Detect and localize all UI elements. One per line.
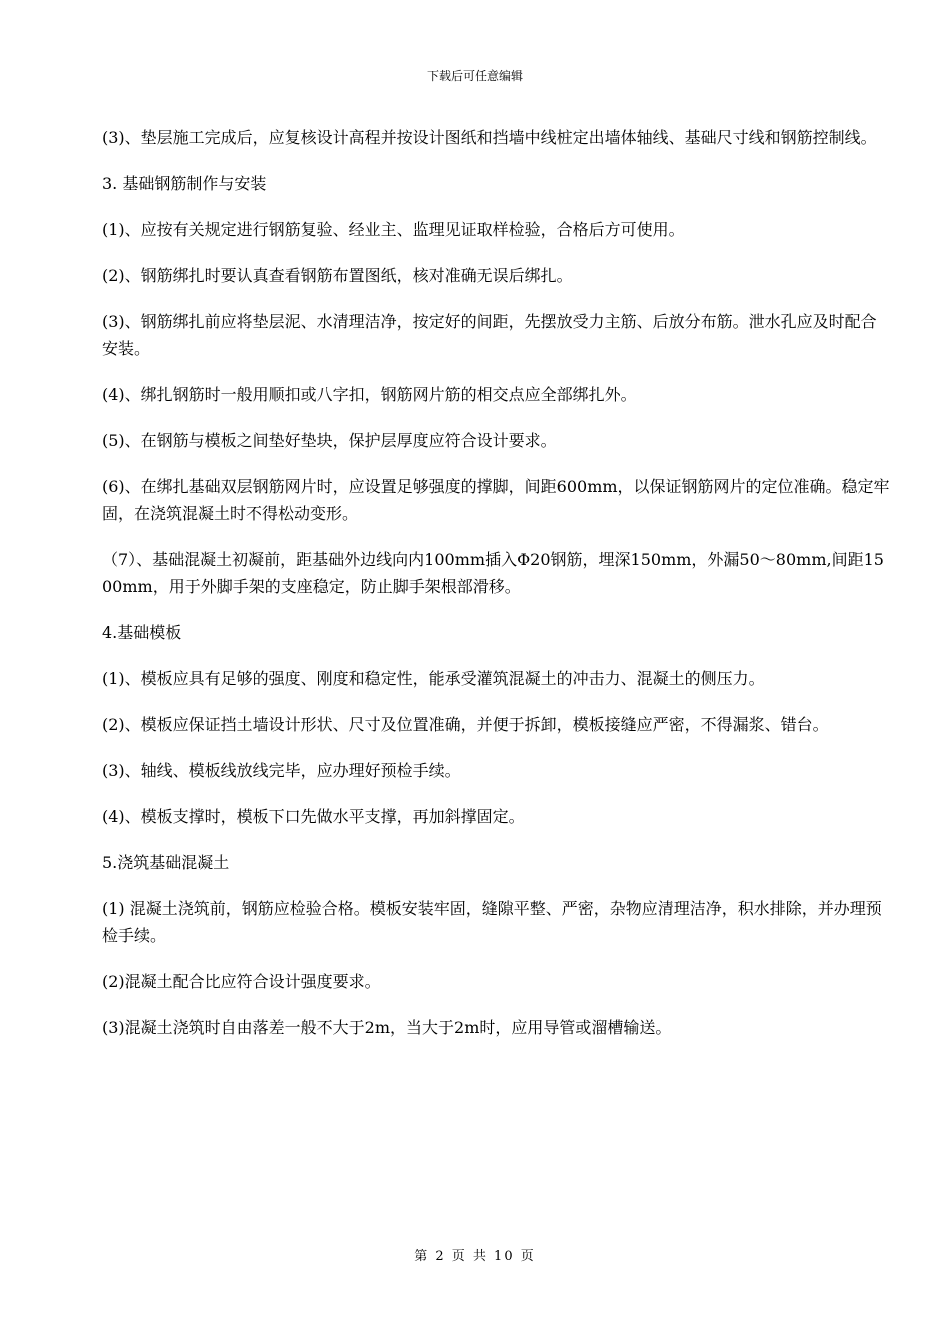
- section-heading-5: 5.浇筑基础混凝土: [102, 853, 230, 872]
- paragraph-formwork-3: (3)、轴线、模板线放线完毕，应办理好预检手续。: [102, 761, 461, 780]
- paragraph-formwork-1: (1)、模板应具有足够的强度、刚度和稳定性，能承受灌筑混凝土的冲击力、混凝土的侧压力。: [102, 669, 765, 688]
- paragraph-rebar-1: (1)、应按有关规定进行钢筋复验、经业主、监理见证取样检验，合格后方可使用。: [102, 220, 685, 239]
- paragraph-rebar-3: (3)、钢筋绑扎前应将垫层泥、水清理洁净，按定好的间距，先摆放受力主筋、后放分布筋。泄水孔应及时配合安装。: [102, 312, 877, 358]
- page-footer: 第 2 页 共 10 页: [414, 1249, 536, 1264]
- paragraph-rebar-4: (4)、绑扎钢筋时一般用顺扣或八字扣，钢筋网片筋的相交点应全部绑扎外。: [102, 385, 637, 404]
- paragraph-rebar-7: （7）、基础混凝土初凝前，距基础外边线向内100mm插入Φ20钢筋，埋深150mm，外漏50～80mm,间距1500mm，用于外脚手架的支座稳定，防止脚手架根部滑移。: [102, 550, 884, 596]
- paragraph-concrete-2: (2)混凝土配合比应符合设计强度要求。: [102, 972, 381, 991]
- section-heading-4: 4.基础模板: [102, 623, 182, 642]
- paragraph-rebar-2: (2)、钢筋绑扎时要认真查看钢筋布置图纸，核对准确无误后绑扎。: [102, 266, 573, 285]
- paragraph-concrete-1: (1) 混凝土浇筑前，钢筋应检验合格。模板安装牢固，缝隙平整、严密，杂物应清理洁净，积水排除，并办理预检手续。: [102, 899, 882, 945]
- document-body: [102, 124, 892, 1060]
- paragraph-formwork-2: (2)、模板应保证挡土墙设计形状、尺寸及位置准确，并便于拆卸，模板接缝应严密，不得漏浆、错台。: [102, 715, 829, 734]
- paragraph-3-3: (3)、垫层施工完成后，应复核设计高程并按设计图纸和挡墙中线桩定出墙体轴线、基础尺寸线和钢筋控制线。: [102, 128, 877, 147]
- paragraph-rebar-5: (5)、在钢筋与模板之间垫好垫块，保护层厚度应符合设计要求。: [102, 431, 557, 450]
- paragraph-formwork-4: (4)、模板支撑时，模板下口先做水平支撑，再加斜撑固定。: [102, 807, 525, 826]
- page-header: 下载后可任意编辑: [426, 69, 523, 83]
- section-heading-3: 3. 基础钢筋制作与安装: [102, 174, 267, 193]
- paragraph-concrete-3: (3)混凝土浇筑时自由落差一般不大于2m，当大于2m时，应用导管或溜槽输送。: [102, 1018, 672, 1037]
- paragraph-rebar-6: (6)、在绑扎基础双层钢筋网片时，应设置足够强度的撑脚，间距600mm，以保证钢筋网片的定位准确。稳定牢固，在浇筑混凝土时不得松动变形。: [102, 477, 890, 523]
